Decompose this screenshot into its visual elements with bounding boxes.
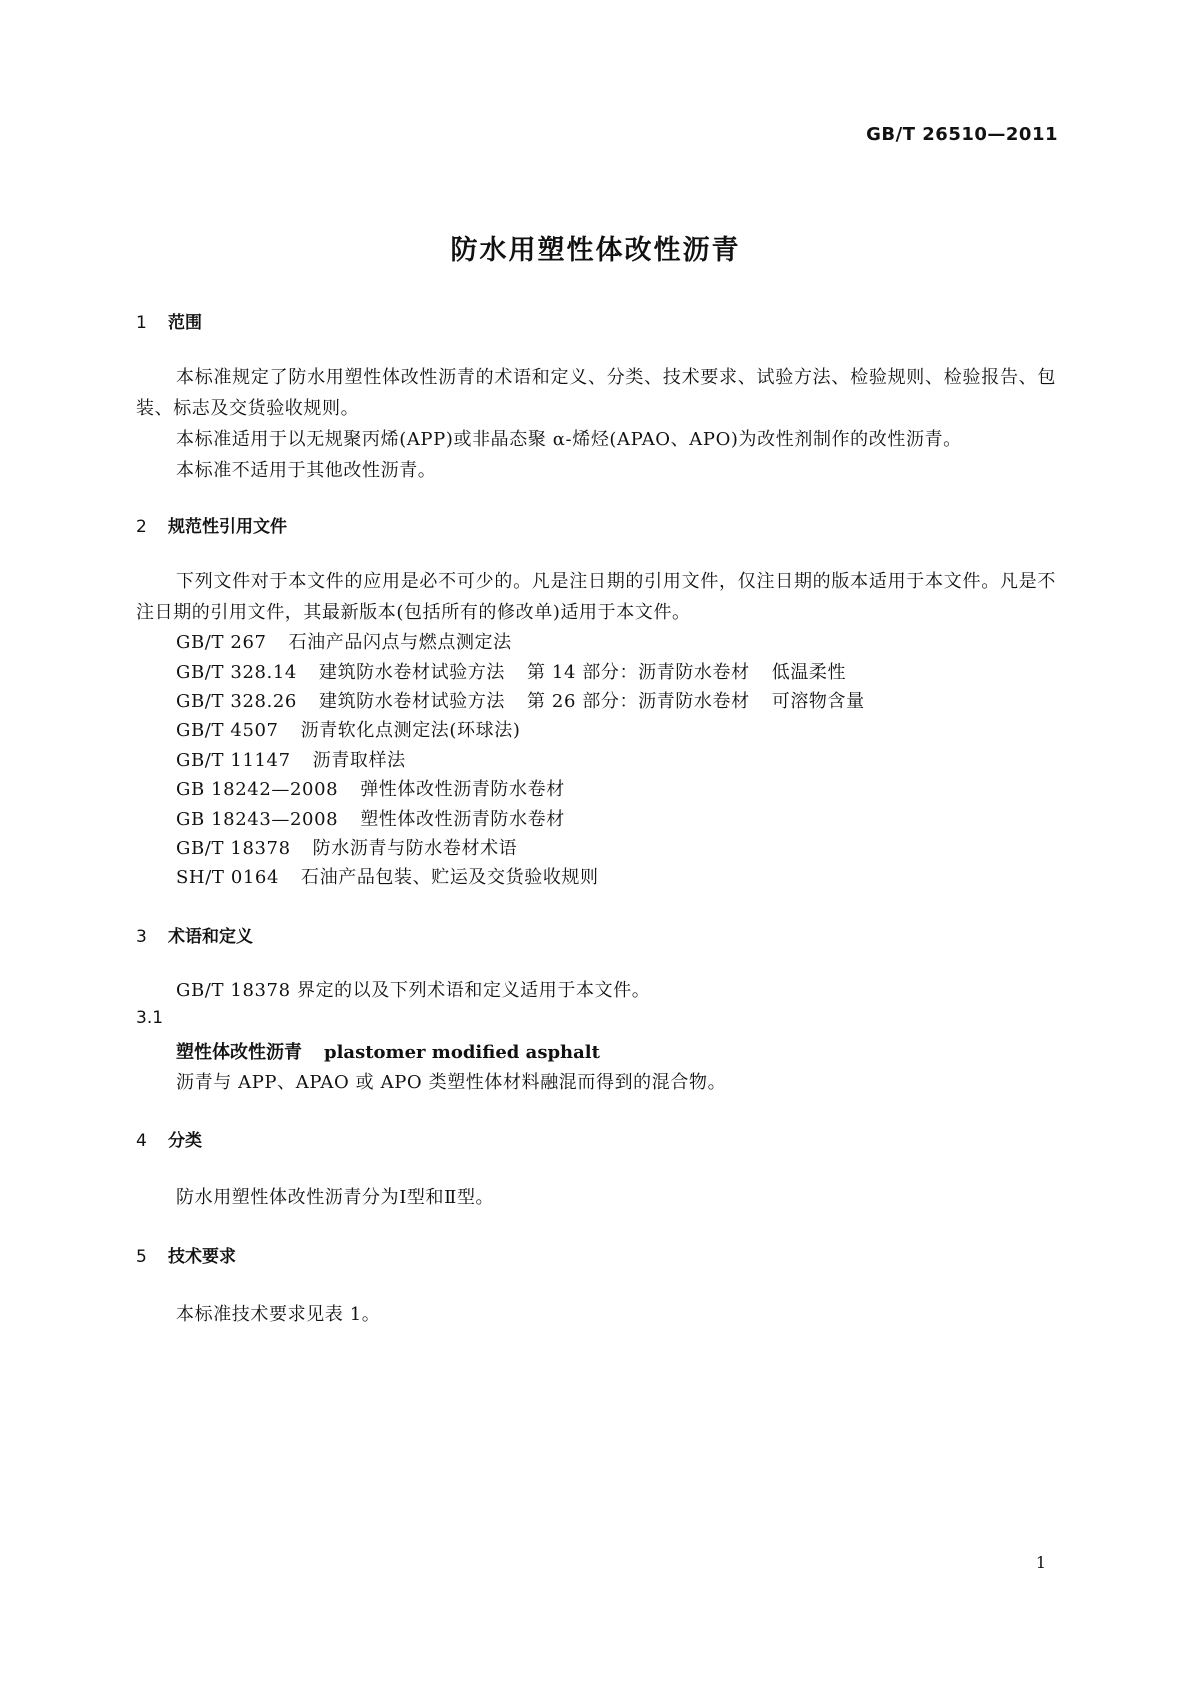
reference-title: 石油产品闪点与燃点测定法 (288, 632, 512, 653)
reference-item (176, 716, 520, 742)
reference-item (176, 658, 846, 684)
reference-item (176, 746, 406, 772)
reference-code: SH/T 0164 (176, 867, 280, 888)
section-2-heading (136, 512, 287, 537)
reference-title: 石油产品包装、贮运及交货验收规则 (301, 867, 599, 888)
reference-code: GB/T 328.14 (176, 662, 297, 683)
section-number: 3 (136, 927, 147, 947)
reference-title: 塑性体改性沥青防水卷材 (360, 809, 565, 830)
classification-text: 防水用塑性体改性沥青分为Ⅰ型和Ⅱ型。 (176, 1187, 495, 1208)
reference-title: 建筑防水卷材试验方法 (318, 662, 505, 683)
term-chinese: 塑性体改性沥青 (176, 1042, 302, 1063)
reference-subtitle: 低温柔性 (771, 662, 847, 683)
reference-title: 建筑防水卷材试验方法 (318, 691, 505, 712)
reference-part: 第 14 部分：沥青防水卷材 (526, 662, 750, 683)
reference-item (176, 863, 599, 889)
document-title: 防水用塑性体改性沥青 (450, 235, 741, 266)
reference-item (176, 834, 517, 860)
term-entry (176, 1038, 600, 1064)
section-3-heading (136, 922, 253, 947)
section-number: 4 (136, 1131, 147, 1151)
normative-references-intro: 下列文件对于本文件的应用是必不可少的。凡是注日期的引用文件，仅注日期的版本适用于本文件。凡是不注日期的引用文件，其最新版本(包括所有的修改单)适用于本文件。 (136, 571, 1056, 623)
term-english: plastomer modified asphalt (324, 1042, 600, 1063)
reference-title: 防水沥青与防水卷材术语 (312, 838, 518, 859)
reference-code: GB/T 267 (176, 632, 267, 653)
section-number: 2 (136, 517, 147, 537)
section-title: 范围 (168, 313, 202, 333)
reference-title: 沥青软化点测定法(环球法) (300, 720, 521, 741)
reference-title: 沥青取样法 (312, 750, 406, 771)
reference-code: GB/T 18378 (176, 838, 291, 859)
section-number: 1 (136, 313, 147, 333)
standard-id: GB/T 26510—2011 (866, 124, 1058, 145)
section-number: 5 (136, 1247, 147, 1267)
reference-part: 第 26 部分：沥青防水卷材 (526, 691, 750, 712)
section-1-heading (136, 308, 202, 333)
reference-code: GB 18242—2008 (176, 779, 339, 800)
terms-intro: GB/T 18378 界定的以及下列术语和定义适用于本文件。 (176, 980, 651, 1001)
section-title: 规范性引用文件 (168, 517, 287, 537)
requirements-text: 本标准技术要求见表 1。 (176, 1304, 381, 1325)
scope-paragraph-1: 本标准规定了防水用塑性体改性沥青的术语和定义、分类、技术要求、试验方法、检验规则、检验报告、包装、标志及交货验收规则。 (136, 367, 1056, 419)
reference-code: GB 18243—2008 (176, 809, 339, 830)
reference-code: GB/T 328.26 (176, 691, 297, 712)
clause-number: 3.1 (136, 1008, 164, 1028)
reference-item (176, 775, 565, 801)
reference-code: GB/T 11147 (176, 750, 291, 771)
reference-item (176, 628, 512, 654)
term-definition: 沥青与 APP、APAO 或 APO 类塑性体材料融混而得到的混合物。 (176, 1072, 727, 1093)
reference-subtitle: 可溶物含量 (771, 691, 865, 712)
section-title: 分类 (168, 1131, 202, 1151)
section-title: 术语和定义 (168, 927, 253, 947)
section-4-heading (136, 1126, 202, 1151)
reference-title: 弹性体改性沥青防水卷材 (360, 779, 565, 800)
section-title: 技术要求 (168, 1247, 236, 1267)
section-5-heading (136, 1242, 236, 1267)
reference-code: GB/T 4507 (176, 720, 279, 741)
page-number: 1 (1035, 1553, 1046, 1572)
scope-paragraph-3: 本标准不适用于其他改性沥青。 (176, 460, 437, 481)
reference-item (176, 805, 565, 831)
scope-paragraph-2: 本标准适用于以无规聚丙烯(APP)或非晶态聚 α-烯烃(APAO、APO)为改性剂制作的改性沥青。 (176, 429, 962, 450)
reference-item (176, 687, 865, 713)
